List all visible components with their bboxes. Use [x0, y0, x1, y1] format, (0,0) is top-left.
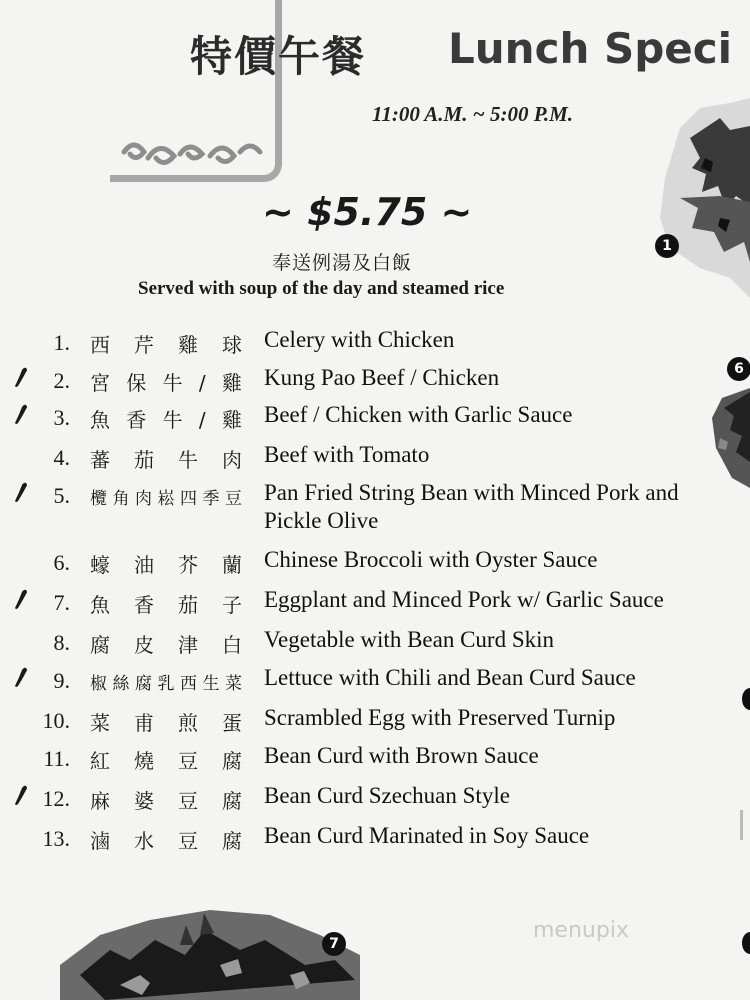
- menu-item-chinese-name: 魚香茄子: [90, 593, 242, 617]
- edge-badge-partial: [742, 932, 750, 954]
- menu-item-chinese-name: 滷水豆腐: [90, 829, 242, 853]
- menu-item-english-name: Bean Curd Marinated in Soy Sauce: [264, 823, 590, 848]
- menu-item-chinese-name: 麻婆豆腐: [90, 789, 242, 813]
- menu-item-number: 1.: [53, 330, 70, 355]
- photo-badge-1: 1: [655, 234, 679, 258]
- decorative-swirl: [118, 132, 268, 172]
- menu-item-number: 9.: [53, 668, 70, 693]
- menu-item-number: 6.: [53, 550, 70, 575]
- menu-item: [0, 437, 750, 477]
- menu-item-number: 12.: [42, 786, 70, 811]
- menu-item-number: 2.: [53, 368, 70, 393]
- menu-item-number: 7.: [53, 590, 70, 615]
- menu-item: [0, 778, 750, 818]
- menu-item-english-name: Kung Pao Beef / Chicken: [264, 365, 500, 390]
- menu-item-chinese-name: 魚香牛/雞: [90, 408, 242, 432]
- menu-item-number: 5.: [53, 483, 70, 508]
- chili-pepper-icon: [14, 366, 30, 388]
- photo-badge-6: 6: [727, 357, 750, 381]
- menu-item-english-name: Scrambled Egg with Preserved Turnip: [264, 705, 616, 730]
- menu-item-english-name: Beef with Tomato: [264, 442, 430, 467]
- menu-item-english-name: Chinese Broccoli with Oyster Sauce: [264, 547, 598, 572]
- menu-item-chinese-name: 腐皮津白: [90, 633, 242, 657]
- served-with-english: Served with soup of the day and steamed rice: [138, 278, 505, 299]
- lunch-price: ~ $5.75 ~: [262, 190, 473, 234]
- menu-item-english-name: Celery with Chicken: [264, 327, 455, 352]
- menu-item: [0, 397, 750, 437]
- menu-item-number: 4.: [53, 445, 70, 470]
- menu-item-chinese-name: 菜甫煎蛋: [90, 711, 242, 735]
- menu-item: [0, 738, 750, 778]
- menu-item: [0, 582, 750, 622]
- menu-item-chinese-name: 椒絲腐乳西生菜: [90, 674, 242, 694]
- menu-item-english-name: Bean Curd with Brown Sauce: [264, 743, 539, 768]
- menu-item: [0, 475, 750, 533]
- menu-item: [0, 818, 750, 858]
- menu-item-chinese-name: 蠔油芥蘭: [90, 553, 242, 577]
- menu-item-english-name: Beef / Chicken with Garlic Sauce: [264, 402, 573, 427]
- menu-item: [0, 660, 750, 700]
- menupix-watermark: menupix: [533, 918, 629, 943]
- chili-pepper-icon: [14, 666, 30, 688]
- chili-pepper-icon: [14, 403, 30, 425]
- menu-item-english-name: Bean Curd Szechuan Style: [264, 783, 510, 808]
- lunch-hours: 11:00 A.M. ~ 5:00 P.M.: [372, 102, 573, 126]
- photo-badge-7: 7: [322, 932, 346, 956]
- menu-item-english-name: Vegetable with Bean Curd Skin: [264, 627, 555, 652]
- title-chinese: 特價午餐: [190, 32, 367, 81]
- menu-item-english-name: Eggplant and Minced Pork w/ Garlic Sauce: [264, 587, 664, 612]
- menu-item: [0, 322, 750, 362]
- edge-line: [740, 810, 743, 840]
- menu-item-number: 13.: [42, 826, 70, 851]
- chili-pepper-icon: [14, 784, 30, 806]
- menu-item-number: 8.: [53, 630, 70, 655]
- menu-item: [0, 542, 750, 582]
- chili-pepper-icon: [14, 481, 30, 503]
- menu-item-english-name: Pan Fried String Bean with Minced Pork and Pickle Olive: [264, 480, 679, 533]
- dish-photo-7: [60, 905, 360, 1000]
- menu-item: [0, 700, 750, 740]
- menu-item: [0, 622, 750, 662]
- served-with-chinese: 奉送例湯及白飯: [272, 252, 413, 274]
- menu-item-chinese-name: 紅燒豆腐: [90, 749, 242, 773]
- chili-pepper-icon: [14, 588, 30, 610]
- menu-item-number: 3.: [53, 405, 70, 430]
- menu-item: [0, 360, 750, 400]
- menu-item-chinese-name: 蕃茄牛肉: [90, 448, 242, 472]
- menu-item-chinese-name: 西芹雞球: [90, 333, 242, 357]
- menu-item-number: 11.: [43, 746, 70, 771]
- menu-item-chinese-name: 欖角肉崧四季豆: [90, 489, 242, 509]
- menu-item-english-name: Lettuce with Chili and Bean Curd Sauce: [264, 665, 636, 690]
- dish-photo-6: [712, 388, 750, 488]
- menu-item-chinese-name: 宮保牛/雞: [90, 371, 242, 395]
- dish-photo-1: [660, 98, 750, 298]
- menu-item-number: 10.: [42, 708, 70, 733]
- title-english: Lunch Speci: [448, 24, 733, 73]
